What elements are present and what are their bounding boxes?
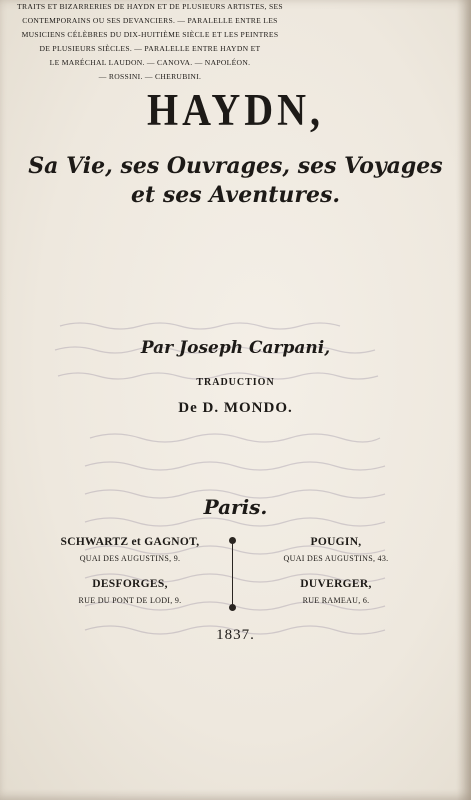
- publication-city: Paris.: [203, 495, 268, 519]
- publisher-block: [246, 536, 426, 563]
- subtitle-line-1: Sa Vie, ses Ouvrages, ses Voyages: [28, 153, 443, 179]
- subtitle-line-2: et ses Aventures.: [131, 182, 340, 208]
- summary-line: CONTEMPORAINS OU SES DEVANCIERS. — PARALELLE ENTRE LES: [22, 16, 278, 25]
- publisher-address: QUAI DES AUGUSTINS, 9.: [79, 554, 181, 563]
- book-subtitle: [0, 152, 471, 210]
- summary-line: LE MARÉCHAL LAUDON. — CANOVA. — NAPOLÉON.: [49, 58, 251, 67]
- translation-label: TRADUCTION: [196, 377, 275, 388]
- publisher-divider: [232, 540, 233, 608]
- summary-line: DE PLUSIEURS SIÈCLES. — PARALELLE ENTRE HAYDN ET: [39, 44, 261, 53]
- publisher-address: RUE DU PONT DE LODI, 9.: [78, 596, 182, 605]
- summary-line: — ROSSINI. — CHERUBINI.: [98, 72, 202, 81]
- book-title: HAYDN,: [147, 83, 324, 136]
- publisher-name: DUVERGER,: [300, 578, 372, 590]
- publication-year: 1837.: [216, 627, 255, 643]
- divider-ornament: [229, 604, 236, 611]
- author-line: Par Joseph Carpani,: [140, 338, 331, 358]
- summary-line: MUSICIENS CÉLÈBRES DU DIX-HUITIÈME SIÈCLE ET LES PEINTRES: [21, 30, 279, 39]
- publisher-name: POUGIN,: [310, 536, 362, 548]
- publisher-block: [40, 578, 220, 605]
- divider-ornament: [229, 537, 236, 544]
- publisher-address: RUE RAMEAU, 6.: [302, 596, 370, 605]
- publisher-block: [246, 578, 426, 605]
- translator-line: De D. MONDO.: [178, 400, 293, 416]
- publisher-name: DESFORGES,: [92, 578, 168, 590]
- contents-summary: [0, 0, 300, 84]
- publisher-name: SCHWARTZ et GAGNOT,: [60, 536, 200, 548]
- publisher-address: QUAI DES AUGUSTINS, 43.: [283, 554, 389, 563]
- publisher-block: [40, 536, 220, 563]
- summary-line: TRAITS ET BIZARRERIES DE HAYDN ET DE PLUSIEURS ARTISTES, SES: [17, 2, 283, 11]
